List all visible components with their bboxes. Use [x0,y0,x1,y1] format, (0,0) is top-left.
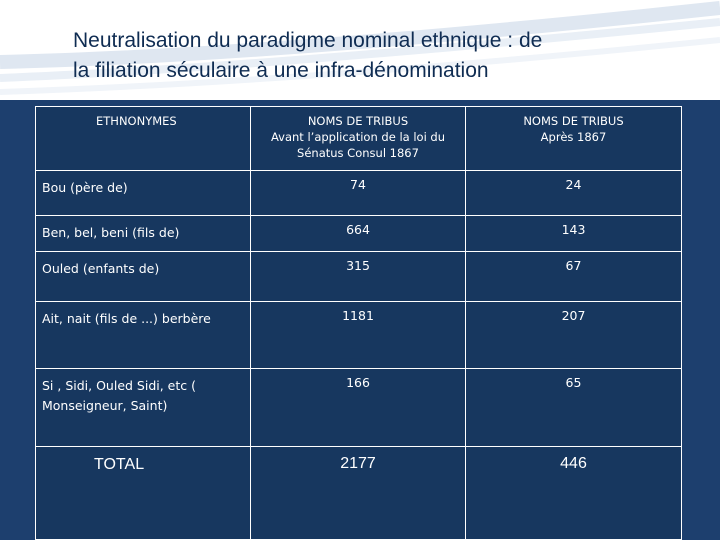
table-row [36,369,682,447]
header-ethnonymes [36,107,251,171]
row-label: Ben, bel, beni (fils de) [36,216,251,252]
row-before-value: 166 [251,369,466,447]
header-line: NOMS DE TRIBUS [307,114,409,128]
row-before-value: 664 [251,216,466,252]
header-line: Après 1867 [540,130,607,144]
table-row [36,252,682,302]
total-after-value: 446 [466,447,682,540]
header-after-1867 [466,107,682,171]
total-label: TOTAL [36,447,251,540]
row-label: Ait, nait (fils de ...) berbère [36,302,251,369]
total-before-value: 2177 [251,447,466,540]
ethnonym-table-container [35,106,681,540]
table-row [36,171,682,216]
row-label: Si , Sidi, Ouled Sidi, etc ( Monseigneur, Saint) [36,369,251,447]
table-row [36,302,682,369]
header-line: Avant l’application de la loi du [270,130,446,144]
header-before-1867 [251,107,466,171]
header-line: ETHNONYMES [96,114,177,128]
table-total-row [36,447,682,540]
row-before-value: 1181 [251,302,466,369]
title-line-1: Neutralisation du paradigme nominal ethnique : de [73,29,543,52]
title-line-2: la filiation séculaire à une infra-dénomination [73,59,489,82]
table-header-row [36,107,682,171]
row-after-value: 207 [466,302,682,369]
row-label: Bou (père de) [36,171,251,216]
header-line: Sénatus Consul 1867 [297,146,419,160]
row-after-value: 67 [466,252,682,302]
table-row [36,216,682,252]
ethnonym-table [35,106,682,540]
header-line: NOMS DE TRIBUS [523,114,624,128]
row-before-value: 74 [251,171,466,216]
row-after-value: 65 [466,369,682,447]
row-label: Ouled (enfants de) [36,252,251,302]
row-before-value: 315 [251,252,466,302]
slide-title [73,26,693,86]
row-after-value: 143 [466,216,682,252]
row-after-value: 24 [466,171,682,216]
